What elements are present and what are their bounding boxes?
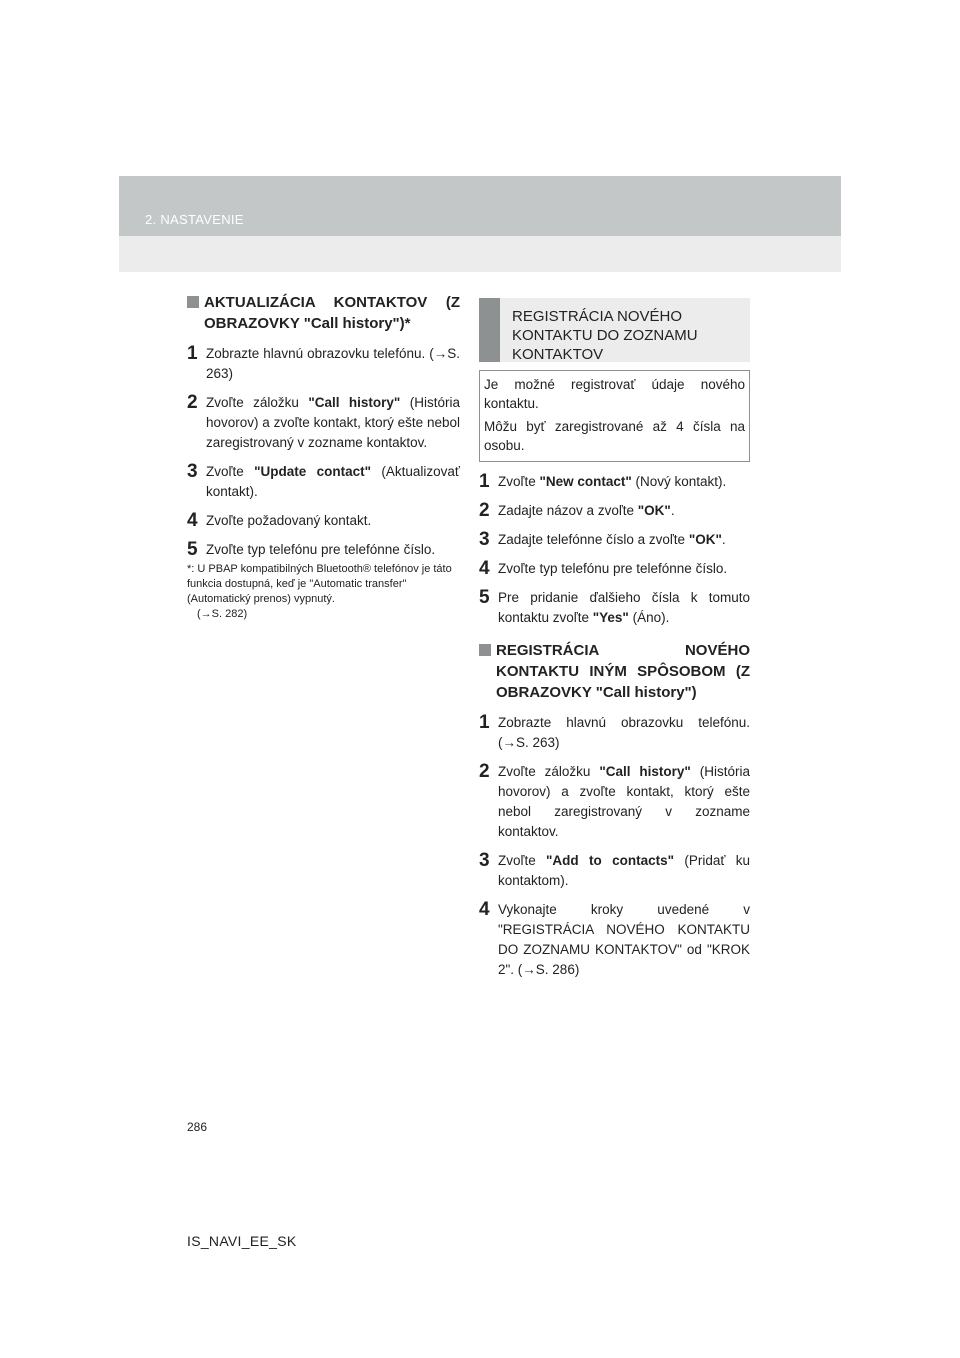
step-item: 2 Zvoľte záložku "Call history" (História hovorov) a zvoľte kontakt, ktorý ešte nebol zaregistrovaný v zozname kontaktov. xyxy=(187,392,460,450)
section-heading-update: AKTUALIZÁCIA KONTAKTOV (Z OBRAZOVKY "Call history")* xyxy=(187,292,460,334)
intro-box: Je možné registrovať údaje nového kontaktu. Môžu byť zaregistrované až 4 čísla na osobu. xyxy=(479,370,750,462)
chapter-title: 2. NASTAVENIE xyxy=(145,212,244,227)
step-item: 5 Zvoľte typ telefónu pre telefónne číslo. xyxy=(187,539,436,560)
footnote: *: U PBAP kompatibilných Bluetooth® telefónov je táto funkcia dostupná, keď je "Automatic transfer" (Automatický prenos) vypnutý. (→S. 282) xyxy=(187,563,452,620)
header-band xyxy=(119,176,841,236)
step-item: 1 Zvoľte "New contact" (Nový kontakt). xyxy=(479,471,727,492)
step-item: 3 Zvoľte "Update contact" (Aktualizovať kontakt). xyxy=(187,461,460,499)
step-item: 3 Zadajte telefónne číslo a zvoľte "OK". xyxy=(479,529,726,550)
step-item: 4 Zvoľte typ telefónu pre telefónne číslo. xyxy=(479,558,728,579)
step-item: 3 Zvoľte "Add to contacts" (Pridať ku kontaktom). xyxy=(479,850,750,888)
right-column xyxy=(479,298,750,989)
step-item: 1 Zobrazte hlavnú obrazovku telefónu. (→S. 263) xyxy=(479,712,750,750)
step-item: 2 Zadajte názov a zvoľte "OK". xyxy=(479,500,675,521)
box-heading-register: REGISTRÁCIA NOVÉHO KONTAKTU DO ZOZNAMU KONTAKTOV xyxy=(479,298,750,362)
step-item: 1 Zobrazte hlavnú obrazovku telefónu. (→S. 263) xyxy=(187,343,460,381)
page-number: 286 xyxy=(187,1120,208,1134)
step-item: 4 Zvoľte požadovaný kontakt. xyxy=(187,510,372,531)
square-bullet-icon xyxy=(479,644,491,656)
section-heading-register-other: REGISTRÁCIA NOVÉHO KONTAKTU INÝM SPÔSOBOM (Z OBRAZOVKY "Call history") xyxy=(479,640,750,703)
square-bullet-icon xyxy=(187,296,199,308)
step-item: 4 Vykonajte kroky uvedené v "REGISTRÁCIA NOVÉHO KONTAKTU DO ZOZNAMU KONTAKTOV" od "KROK 2". (→S. 286) xyxy=(479,899,750,977)
document-code: IS_NAVI_EE_SK xyxy=(187,1233,297,1249)
left-column xyxy=(187,292,460,622)
step-item: 2 Zvoľte záložku "Call history" (História hovorov) a zvoľte kontakt, ktorý ešte nebol zaregistrovaný v zozname kontaktov. xyxy=(479,761,750,839)
header-subband xyxy=(119,236,841,272)
step-item: 5 Pre pridanie ďalšieho čísla k tomuto kontaktu zvoľte "Yes" (Áno). xyxy=(479,587,750,625)
